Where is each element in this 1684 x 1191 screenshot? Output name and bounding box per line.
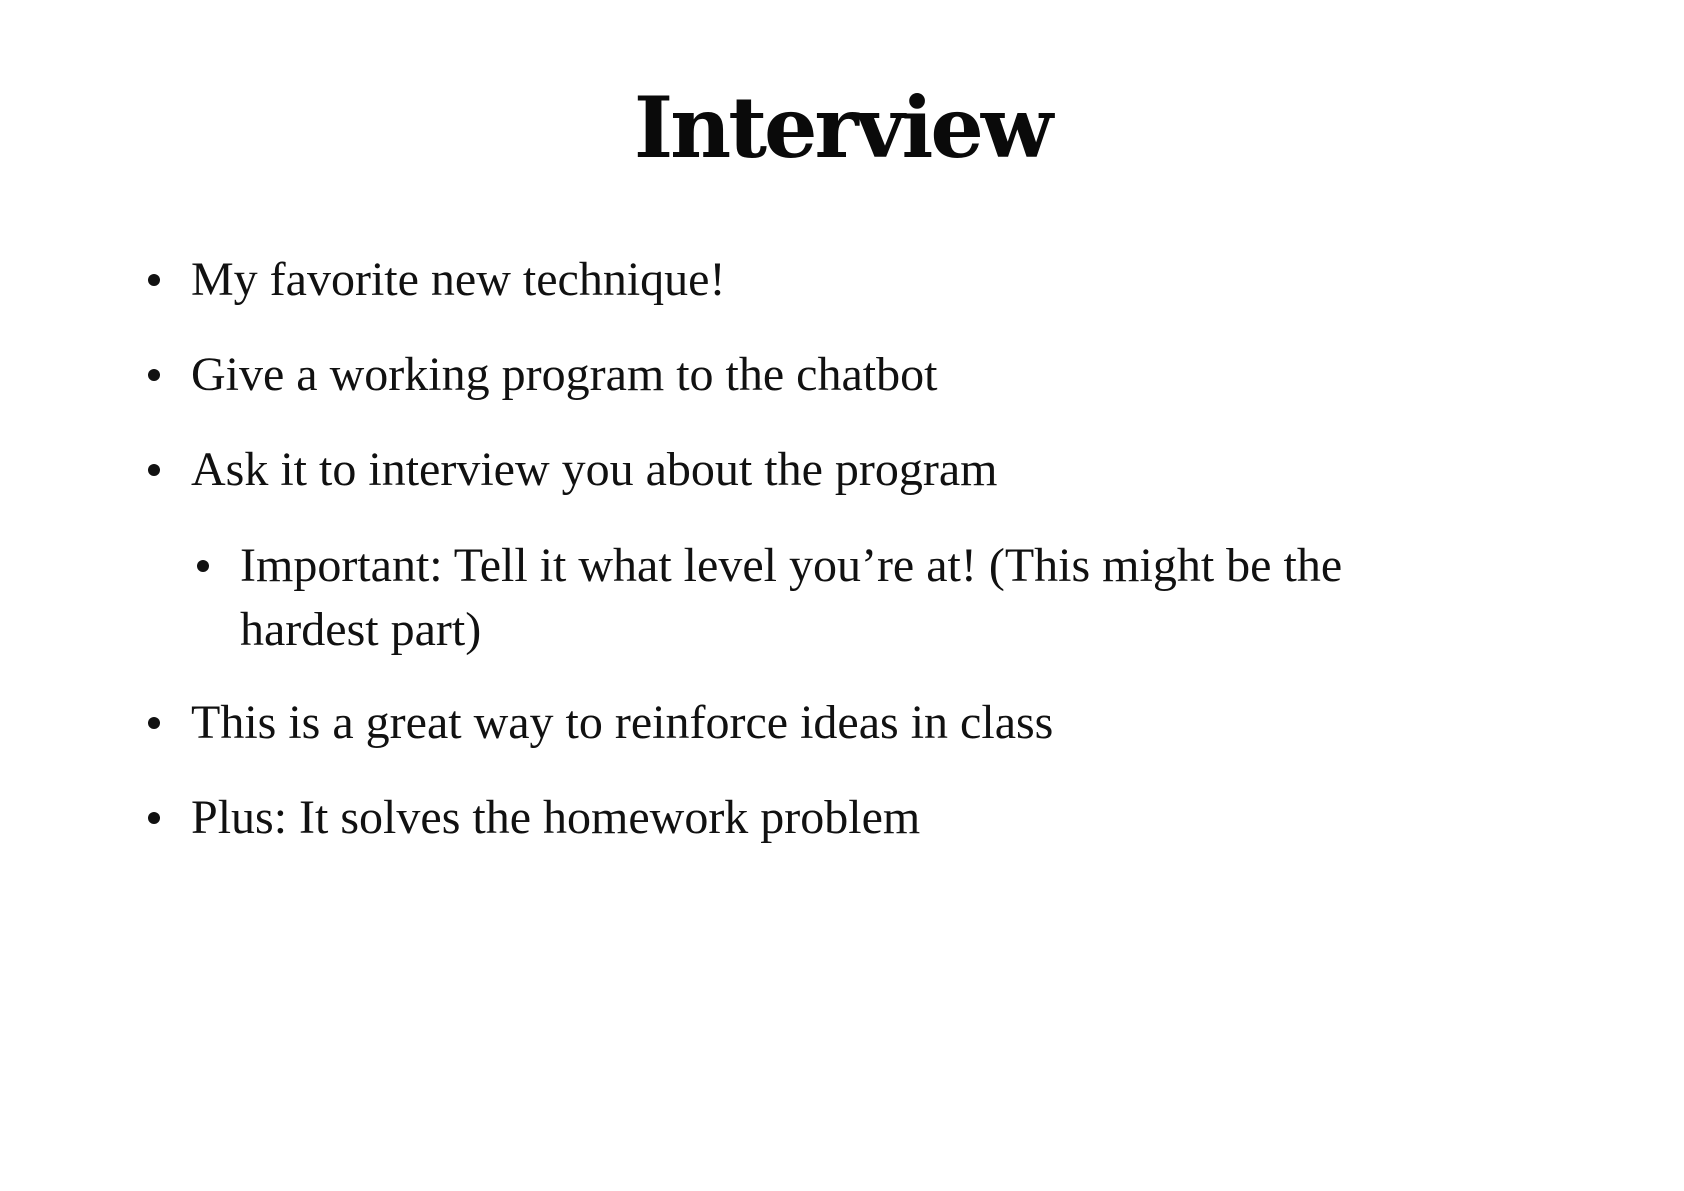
bullet-dot-icon xyxy=(148,464,160,476)
bullet-text: Important: Tell it what level you’re at! (This might be the hardest part) xyxy=(240,539,1343,656)
bullet-text: This is a great way to reinforce ideas in class xyxy=(191,696,1054,749)
bullet-text: My favorite new technique! xyxy=(191,253,726,306)
bullet-dot-icon xyxy=(148,717,160,729)
bullet-text: Give a working program to the chatbot xyxy=(191,348,938,401)
bullet-item xyxy=(191,438,998,502)
bullet-text: Plus: It solves the homework problem xyxy=(191,791,921,844)
bullet-item xyxy=(191,248,725,312)
bullet-item xyxy=(191,786,920,850)
bullet-dot-icon xyxy=(197,560,209,572)
bullet-text: Ask it to interview you about the program xyxy=(191,443,998,496)
bullet-dot-icon xyxy=(148,274,160,286)
bullet-dot-icon xyxy=(148,369,160,381)
slide-title: Interview xyxy=(633,78,1051,177)
bullet-dot-icon xyxy=(148,812,160,824)
bullet-item xyxy=(191,343,937,407)
sub-bullet-item xyxy=(240,534,1490,662)
bullet-item xyxy=(191,691,1053,755)
